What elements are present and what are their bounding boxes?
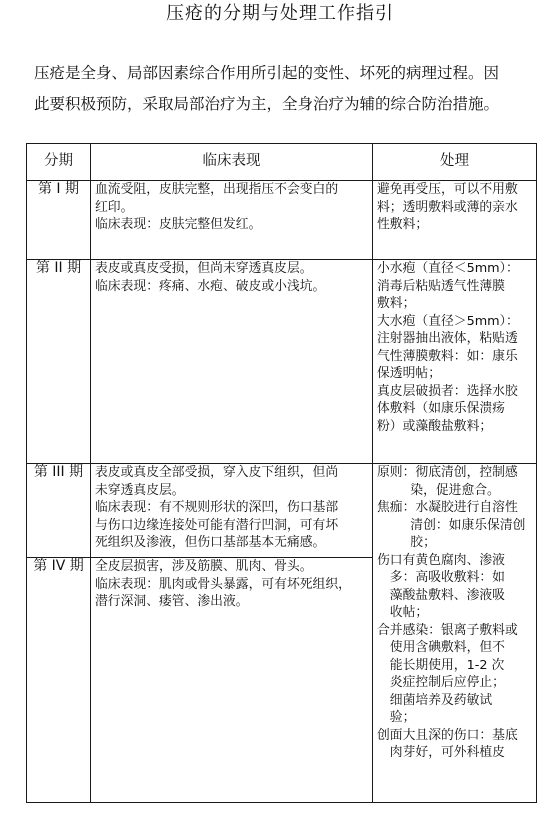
clinical-line: 全皮层损害，涉及筋膜、肌肉、骨头。 bbox=[95, 559, 313, 574]
stage-cell: 第 III 期 bbox=[27, 464, 91, 558]
treatment-necrosis bbox=[377, 499, 532, 517]
pressure-ulcer-table bbox=[26, 143, 537, 803]
clinical-line: 血流受阻，皮肤完整，出现指压不会变白的 bbox=[95, 182, 339, 197]
clinical-line: 与伤口边缘连接处可能有潜行凹洞，可有坏 bbox=[95, 517, 339, 533]
treatment-line: 消毒后粘贴透气性薄膜 bbox=[377, 278, 505, 294]
clinical-line: 临床表现：疼痛、水疱、破皮或小浅坑。 bbox=[95, 278, 326, 294]
clinical-line: 临床表现：肌肉或骨头暴露，可有坏死组织， bbox=[95, 576, 351, 592]
treatment-line: 注射器抽出液体，粘贴透 bbox=[377, 331, 518, 346]
treatment-line: 清创：如康乐保清创 bbox=[410, 517, 526, 533]
table-row-stage-1 bbox=[27, 181, 537, 260]
treatment-line: 细菌培养及药敏试 bbox=[389, 692, 493, 708]
treatment-line: 粉）或藻酸盐敷料； bbox=[377, 418, 493, 434]
treatment-line: 胶； bbox=[410, 535, 436, 550]
header-stage: 分期 bbox=[27, 144, 91, 181]
clinical-line: 临床表现：皮肤完整但发红。 bbox=[95, 217, 262, 232]
treatment-line: 肉芽好，可外科植皮 bbox=[389, 745, 505, 760]
document-title: 压疮的分期与处理工作指引 bbox=[166, 3, 394, 24]
clinical-cell bbox=[91, 260, 373, 464]
treatment-line: 合并感染：银离子敷料或 bbox=[377, 622, 518, 638]
treatment-line: 真皮层破损者：选择水胶 bbox=[377, 383, 518, 399]
treatment-line: 大水疱（直径＞5mm）： bbox=[377, 313, 519, 329]
stage-cell: 第 IV 期 bbox=[27, 558, 91, 803]
intro-line: 压疮是全身、局部因素综合作用所引起的变性、坏死的病理过程。因 bbox=[34, 64, 500, 82]
clinical-line: 红印。 bbox=[95, 199, 134, 215]
treatment-line: 使用含碘敷料，但不 bbox=[389, 640, 505, 655]
clinical-line: 未穿透真皮层。 bbox=[95, 482, 185, 498]
treatment-line: 创面大且深的伤口：基底 bbox=[377, 727, 518, 743]
treatment-line: 彻底清创，控制感 bbox=[415, 465, 518, 480]
treatment-line: 水凝胶进行自溶性 bbox=[415, 500, 518, 515]
clinical-line: 潜行深洞、瘘管、渗出液。 bbox=[95, 594, 249, 609]
clinical-cell bbox=[91, 558, 373, 803]
treatment-line: 染，促进愈合。 bbox=[410, 482, 500, 498]
clinical-line: 表皮或真皮全部受损，穿入皮下组织，但尚 bbox=[95, 465, 339, 480]
treatment-line: 性敷料； bbox=[377, 217, 429, 232]
treatment-line: 伤口有黄色腐肉、渗液 bbox=[377, 552, 505, 568]
treatment-line: 收帖； bbox=[389, 605, 429, 620]
treatment-line: 小水疱（直径＜5mm）： bbox=[377, 261, 519, 276]
treatment-line: 验； bbox=[389, 710, 416, 725]
treatment-line: 体敷料（如康乐保溃疡 bbox=[377, 401, 505, 416]
treatment-line: 料；透明敷料或薄的亲水 bbox=[377, 199, 518, 215]
stage-cell: 第 I 期 bbox=[27, 181, 91, 260]
clinical-line: 死组织及渗液，但伤口基部基本无痛感。 bbox=[95, 535, 326, 550]
table-header-row bbox=[27, 144, 537, 181]
intro-line: 此要积极预防，采取局部治疗为主，全身治疗为辅的综合防治措施。 bbox=[34, 95, 500, 113]
treatment-cell bbox=[373, 181, 537, 260]
header-clinical: 临床表现 bbox=[91, 144, 373, 181]
treatment-line: 避免再受压，可以不用敷 bbox=[377, 182, 518, 197]
header-treatment: 处理 bbox=[373, 144, 537, 181]
principle-label: 原则： bbox=[377, 465, 416, 480]
clinical-cell bbox=[91, 181, 373, 260]
table-row-stage-3 bbox=[27, 464, 537, 558]
treatment-line: 能长期使用，1-2 次 bbox=[389, 657, 505, 673]
treatment-line: 保透明帖； bbox=[377, 366, 441, 381]
treatment-line: 炎症控制后应停止； bbox=[389, 675, 505, 690]
treatment-cell bbox=[373, 260, 537, 464]
treatment-line: 藻酸盐敷料、渗液吸 bbox=[389, 587, 505, 603]
treatment-principle bbox=[377, 464, 532, 482]
necrosis-label: 焦痂： bbox=[377, 500, 416, 515]
treatment-line: 多：高吸收敷料：如 bbox=[389, 570, 505, 585]
clinical-line: 表皮或真皮受损，但尚未穿透真皮层。 bbox=[95, 261, 313, 276]
stage-cell: 第 II 期 bbox=[27, 260, 91, 464]
clinical-line: 临床表现：有不规则形状的深凹，伤口基部 bbox=[95, 500, 339, 515]
table-row-stage-2 bbox=[27, 260, 537, 464]
treatment-cell-stage-3-4 bbox=[373, 464, 537, 803]
treatment-line: 敷料； bbox=[377, 296, 416, 311]
intro-paragraph bbox=[34, 58, 534, 120]
clinical-cell bbox=[91, 464, 373, 558]
treatment-line: 气性薄膜敷料：如：康乐 bbox=[377, 348, 518, 364]
